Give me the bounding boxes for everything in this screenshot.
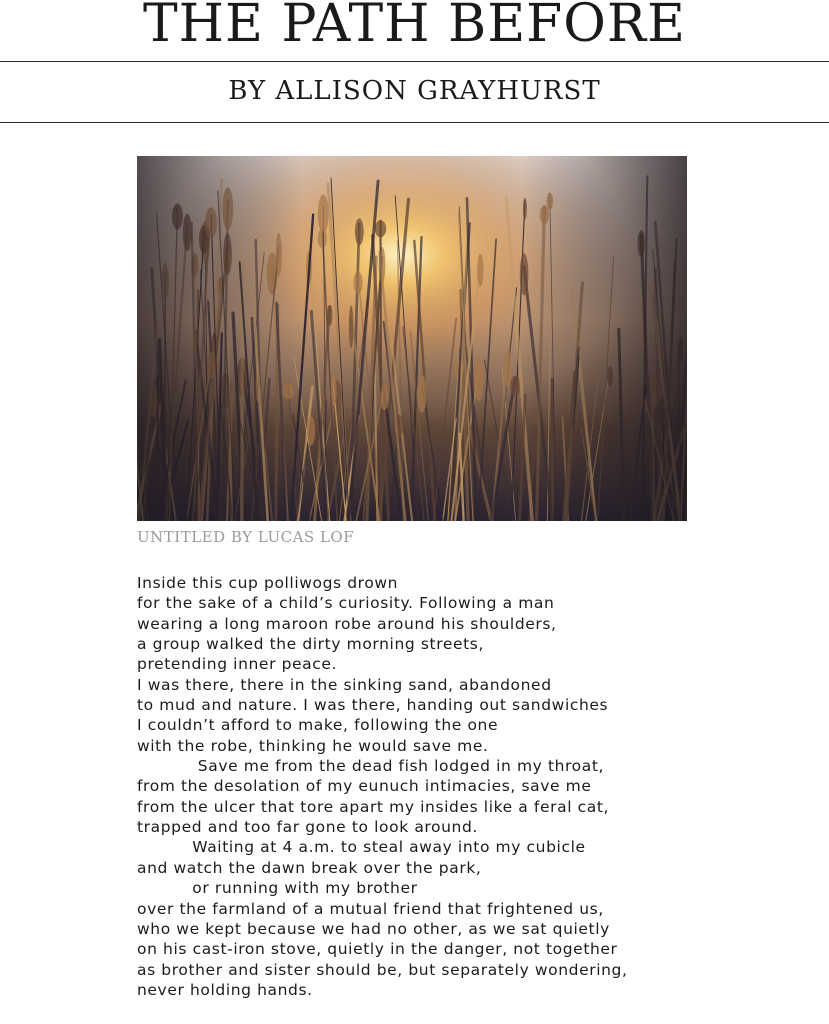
poem-line: Inside this cup polliwogs drown bbox=[137, 574, 399, 592]
poem-line: Save me from the dead fish lodged in my throat, bbox=[137, 757, 605, 776]
poem-body bbox=[137, 573, 697, 1000]
poem-line: with the robe, thinking he would save me. bbox=[137, 736, 489, 755]
top-divider bbox=[0, 61, 829, 62]
poem-line: and watch the dawn break over the park, bbox=[137, 858, 482, 877]
poem-line: Waiting at 4 a.m. to steal away into my cubicle bbox=[137, 838, 586, 857]
photo-caption: UNTITLED BY LUCAS LOF bbox=[137, 528, 355, 546]
poem-line: as brother and sister should be, but separately wondering, bbox=[137, 960, 628, 979]
author-byline: BY ALLISON GRAYHURST bbox=[228, 76, 601, 106]
poem-title: THE PATH BEFORE bbox=[143, 0, 686, 54]
poem-line: pretending inner peace. bbox=[137, 655, 338, 674]
poem-line: or running with my brother bbox=[137, 879, 418, 898]
poem-line: for the sake of a child’s curiosity. Following a man bbox=[137, 594, 555, 613]
poem-line: who we kept because we had no other, as we sat quietly bbox=[137, 919, 610, 938]
poem-line: on his cast-iron stove, quietly in the danger, not together bbox=[137, 940, 618, 959]
reed-sunset-photo bbox=[137, 156, 687, 521]
poem-line: trapped and too far gone to look around. bbox=[137, 818, 478, 837]
poem-line: never holding hands. bbox=[137, 980, 313, 999]
poem-line: I couldn’t afford to make, following the one bbox=[137, 716, 499, 735]
poem-line: a group walked the dirty morning streets, bbox=[137, 635, 484, 654]
poem-line: to mud and nature. I was there, handing out sandwiches bbox=[137, 696, 609, 715]
photo-illustration bbox=[137, 156, 687, 521]
poem-line: from the desolation of my eunuch intimacies, save me bbox=[137, 777, 592, 796]
poem-line: from the ulcer that tore apart my insides like a feral cat, bbox=[137, 797, 610, 816]
byline-divider bbox=[0, 122, 829, 123]
poem-line: over the farmland of a mutual friend that frightened us, bbox=[137, 899, 604, 918]
poem-line: wearing a long maroon robe around his shoulders, bbox=[137, 614, 557, 633]
poem-line: I was there, there in the sinking sand, abandoned bbox=[137, 675, 552, 694]
